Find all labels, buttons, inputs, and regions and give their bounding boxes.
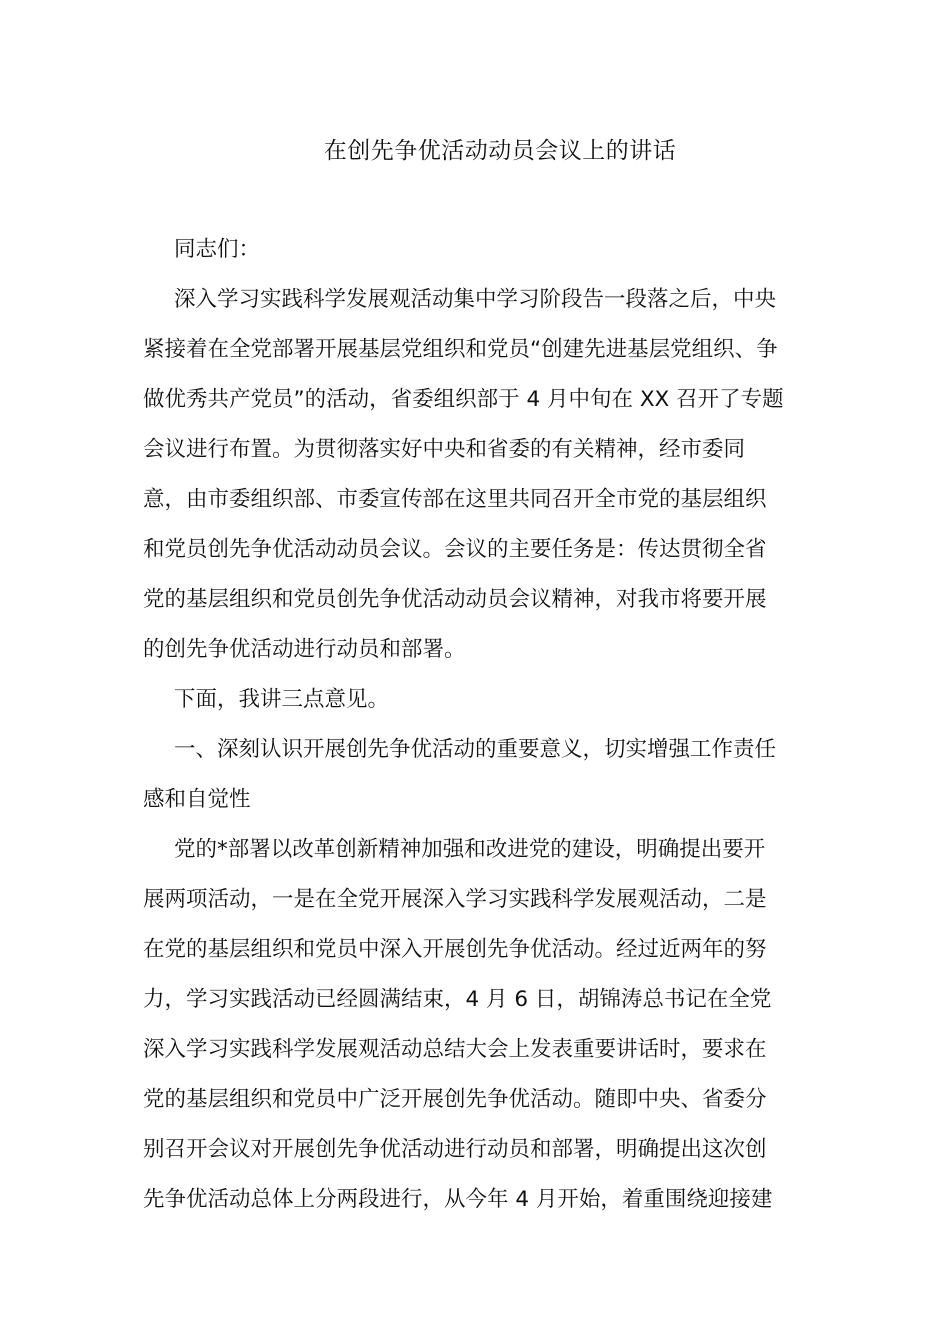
- paragraph-line: 在党的基层组织和党员中深入开展创先争优活动。经过近两年的努: [143, 937, 767, 962]
- section-heading-line: 一、深刻认识开展创先争优活动的重要意义，切实增强工作责任: [174, 737, 777, 762]
- paragraph-line: 会议进行布置。为贯彻落实好中央和省委的有关精神，经市委同: [143, 437, 746, 462]
- document-body: [143, 225, 808, 1225]
- paragraph-line: 先争优活动总体上分两段进行，从今年 4 月开始，着重围绕迎接建: [143, 1187, 773, 1212]
- paragraph-line: 紧接着在全党部署开展基层党组织和党员“创建先进基层党组织、争: [143, 337, 778, 362]
- paragraph-line: 党的*部署以改革创新精神加强和改进党的建设，明确提出要开: [174, 837, 766, 862]
- paragraph-line: 做优秀共产党员”的活动，省委组织部于 4 月中旬在 XX 召开了专题: [143, 387, 784, 412]
- paragraph-line: 别召开会议对开展创先争优活动进行动员和部署，明确提出这次创: [143, 1137, 767, 1162]
- salutation-line: 同志们：: [174, 237, 261, 262]
- paragraph-line: 下面，我讲三点意见。: [174, 687, 390, 712]
- paragraph-line: 展两项活动，一是在全党开展深入学习实践科学发展观活动，二是: [143, 887, 767, 912]
- paragraph-line: 和党员创先争优活动动员会议。会议的主要任务是：传达贯彻全省: [143, 537, 767, 562]
- paragraph-line: 党的基层组织和党员中广泛开展创先争优活动。随即中央、省委分: [143, 1087, 767, 1112]
- paragraph-line: 党的基层组织和党员创先争优活动动员会议精神，对我市将要开展: [143, 587, 767, 612]
- section-heading-line: 感和自觉性: [143, 787, 251, 812]
- paragraph-line: 深入学习实践科学发展观活动总结大会上发表重要讲话时，要求在: [143, 1037, 767, 1062]
- paragraph-line: 力，学习实践活动已经圆满结束，4 月 6 日，胡锦涛总书记在全党: [143, 987, 772, 1012]
- paragraph-line: 意，由市委组织部、市委宣传部在这里共同召开全市党的基层组织: [143, 487, 767, 512]
- paragraph-line: 深入学习实践科学发展观活动集中学习阶段告一段落之后，中央: [174, 287, 777, 312]
- document-title: 在创先争优活动动员会议上的讲话: [323, 138, 677, 164]
- paragraph-line: 的创先争优活动进行动员和部署。: [143, 637, 466, 662]
